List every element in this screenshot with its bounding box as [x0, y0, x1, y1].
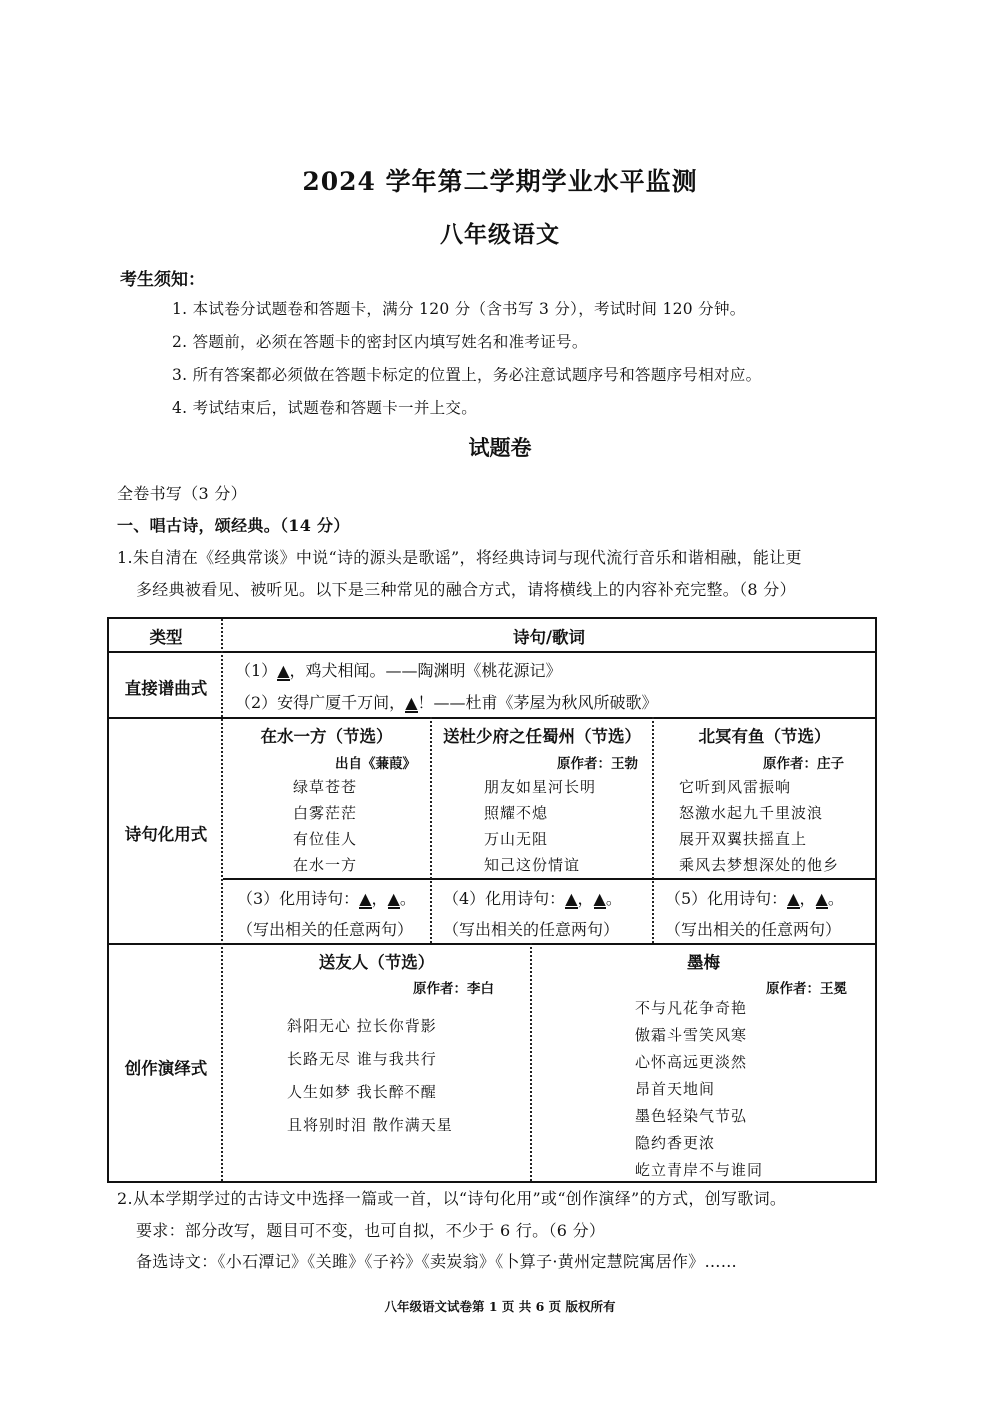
poem-line: 且将别时泪 散作满天星 — [287, 1116, 453, 1134]
q3-label: （3）化用诗句： — [237, 889, 360, 908]
writing-score-note: 全卷书写（3 分） — [117, 484, 247, 503]
answer-blank-4b[interactable]: ▲ — [593, 889, 606, 908]
row-type-create: 创作演绎式 — [124, 1059, 208, 1078]
poem-line: 长路无尽 谁与我共行 — [287, 1050, 437, 1068]
poem-line: 朋友如星河长明 — [484, 778, 597, 796]
table-column-divider — [430, 717, 432, 943]
q4-label: （4）化用诗句： — [443, 889, 566, 908]
notice-item: 2. 答题前，必须在答题卡的密封区内填写姓名和准考证号。 — [172, 333, 588, 351]
notice-item: 1. 本试卷分试题卷和答题卡，满分 120 分（含书写 3 分），考试时间 120 分钟。 — [172, 300, 746, 318]
answer-blank-1[interactable]: ▲ — [277, 661, 290, 680]
blank-question-4: （4）化用诗句：▲，▲。 — [443, 889, 622, 908]
table-column-divider — [652, 717, 654, 943]
poem-line: 昂首天地间 — [635, 1080, 716, 1098]
poem-line: 绿草苍苍 — [293, 778, 358, 796]
question-1-text-cont: 多经典被看见、被听见。以下是三种常见的融合方式，请将横线上的内容补充完整。（8 分） — [136, 580, 796, 599]
answer-blank-4a[interactable]: ▲ — [565, 889, 578, 908]
exam-subtitle: 八年级语文 — [440, 221, 560, 248]
table-rule — [109, 943, 875, 945]
poem-line: 展开双翼扶摇直上 — [679, 830, 808, 848]
q3-hint: （写出相关的任意两句） — [237, 920, 414, 939]
q5-hint: （写出相关的任意两句） — [665, 920, 842, 939]
table-rule — [223, 878, 875, 880]
poem-line: 怒激水起九千里波浪 — [679, 804, 824, 822]
blank-question-2 — [235, 690, 658, 713]
poem-author: 原作者：王勃 — [557, 756, 638, 772]
header-type: 类型 — [149, 628, 183, 647]
row-type-adapt: 诗句化用式 — [124, 825, 208, 844]
poem-line: 不与凡花争奇艳 — [635, 999, 748, 1017]
notice-heading: 考生须知： — [120, 270, 205, 290]
poem-author: 原作者：庄子 — [763, 756, 844, 772]
question-2-options: 备选诗文：《小石潭记》《关雎》《子衿》《卖炭翁》《卜算子·黄州定慧院寓居作》…… — [136, 1252, 738, 1271]
q5-label: （5）化用诗句： — [665, 889, 788, 908]
part-one-heading: 一、唱古诗，颂经典。（14 分） — [117, 516, 350, 535]
poem-line: 傲霜斗雪笑风寒 — [635, 1026, 748, 1044]
answer-blank-5a[interactable]: ▲ — [787, 889, 800, 908]
poem-line: 斜阳无心 拉长你背影 — [287, 1017, 437, 1035]
q4-hint: （写出相关的任意两句） — [443, 920, 620, 939]
table-rule — [109, 717, 875, 719]
section-title: 试题卷 — [468, 435, 532, 460]
page-footer: 八年级语文试卷第 1 页 共 6 页 版权所有 — [384, 1299, 616, 1314]
poem-line: 照耀不熄 — [484, 804, 549, 822]
poem-title: 在水一方（节选） — [260, 727, 393, 746]
poem-line: 人生如梦 我长醉不醒 — [287, 1083, 437, 1101]
poem-line: 屹立青岸不与谁同 — [635, 1161, 764, 1179]
question-2-requirement: 要求：部分改写，题目可不变，也可自拟，不少于 6 行。（6 分） — [136, 1221, 606, 1240]
poem-line: 隐约香更浓 — [635, 1134, 716, 1152]
poem-line: 万山无阻 — [484, 830, 549, 848]
table-column-divider — [221, 619, 223, 1181]
answer-blank-3a[interactable]: ▲ — [359, 889, 372, 908]
poem-line: 乘风去梦想深处的他乡 — [679, 856, 840, 874]
poem-line: 心怀高远更淡然 — [635, 1053, 748, 1071]
answer-blank-5b[interactable]: ▲ — [815, 889, 828, 908]
poem-title: 送杜少府之任蜀州（节选） — [443, 727, 641, 746]
poem-line: 知己这份情谊 — [484, 856, 581, 874]
blank-question-5: （5）化用诗句：▲，▲。 — [665, 889, 844, 908]
q2-suffix: ！——杜甫《茅屋为秋风所破歌》 — [417, 693, 658, 712]
answer-blank-2[interactable]: ▲ — [405, 693, 418, 712]
poem-author: 出自《蒹葭》 — [335, 756, 416, 772]
q2-prefix: （2）安得广厦千万间， — [235, 693, 406, 712]
row-type-direct: 直接谱曲式 — [124, 679, 208, 698]
poem-line: 在水一方 — [293, 856, 358, 874]
poem-author: 原作者：李白 — [413, 981, 494, 997]
question-1-text: 1.朱自清在《经典常谈》中说“诗的源头是歌谣”，将经典诗词与现代流行音乐和谐相融，能让更 — [117, 548, 802, 567]
table-rule — [109, 651, 875, 653]
answer-blank-3b[interactable]: ▲ — [387, 889, 400, 908]
poem-line: 白雾茫茫 — [293, 804, 358, 822]
poem-line: 墨色轻染气节弘 — [635, 1107, 748, 1125]
q1-prefix: （1） — [235, 661, 278, 680]
poem-title: 墨梅 — [687, 953, 720, 972]
poem-author: 原作者：王冕 — [766, 981, 847, 997]
poem-line: 它听到风雷振响 — [679, 778, 792, 796]
question-2-text: 2.从本学期学过的古诗文中选择一篇或一首，以“诗句化用”或“创作演绎”的方式，创写歌词。 — [117, 1189, 787, 1208]
poem-line: 有位佳人 — [293, 830, 358, 848]
poem-title: 送友人（节选） — [318, 953, 435, 972]
header-content: 诗句/歌词 — [512, 628, 586, 647]
q1-suffix: ，鸡犬相闻。——陶渊明《桃花源记》 — [289, 661, 562, 680]
notice-item: 4. 考试结束后，试题卷和答题卡一并上交。 — [172, 399, 478, 417]
exam-title: 2024 学年第二学期学业水平监测 — [302, 167, 698, 196]
notice-item: 3. 所有答案都必须做在答题卡标定的位置上，务必注意试题序号和答题序号相对应。 — [172, 366, 762, 384]
blank-question-3: （3）化用诗句：▲，▲。 — [237, 889, 416, 908]
blank-question-1 — [235, 658, 562, 681]
fusion-table — [107, 617, 877, 1183]
poem-title: 北冥有鱼（节选） — [698, 727, 831, 746]
